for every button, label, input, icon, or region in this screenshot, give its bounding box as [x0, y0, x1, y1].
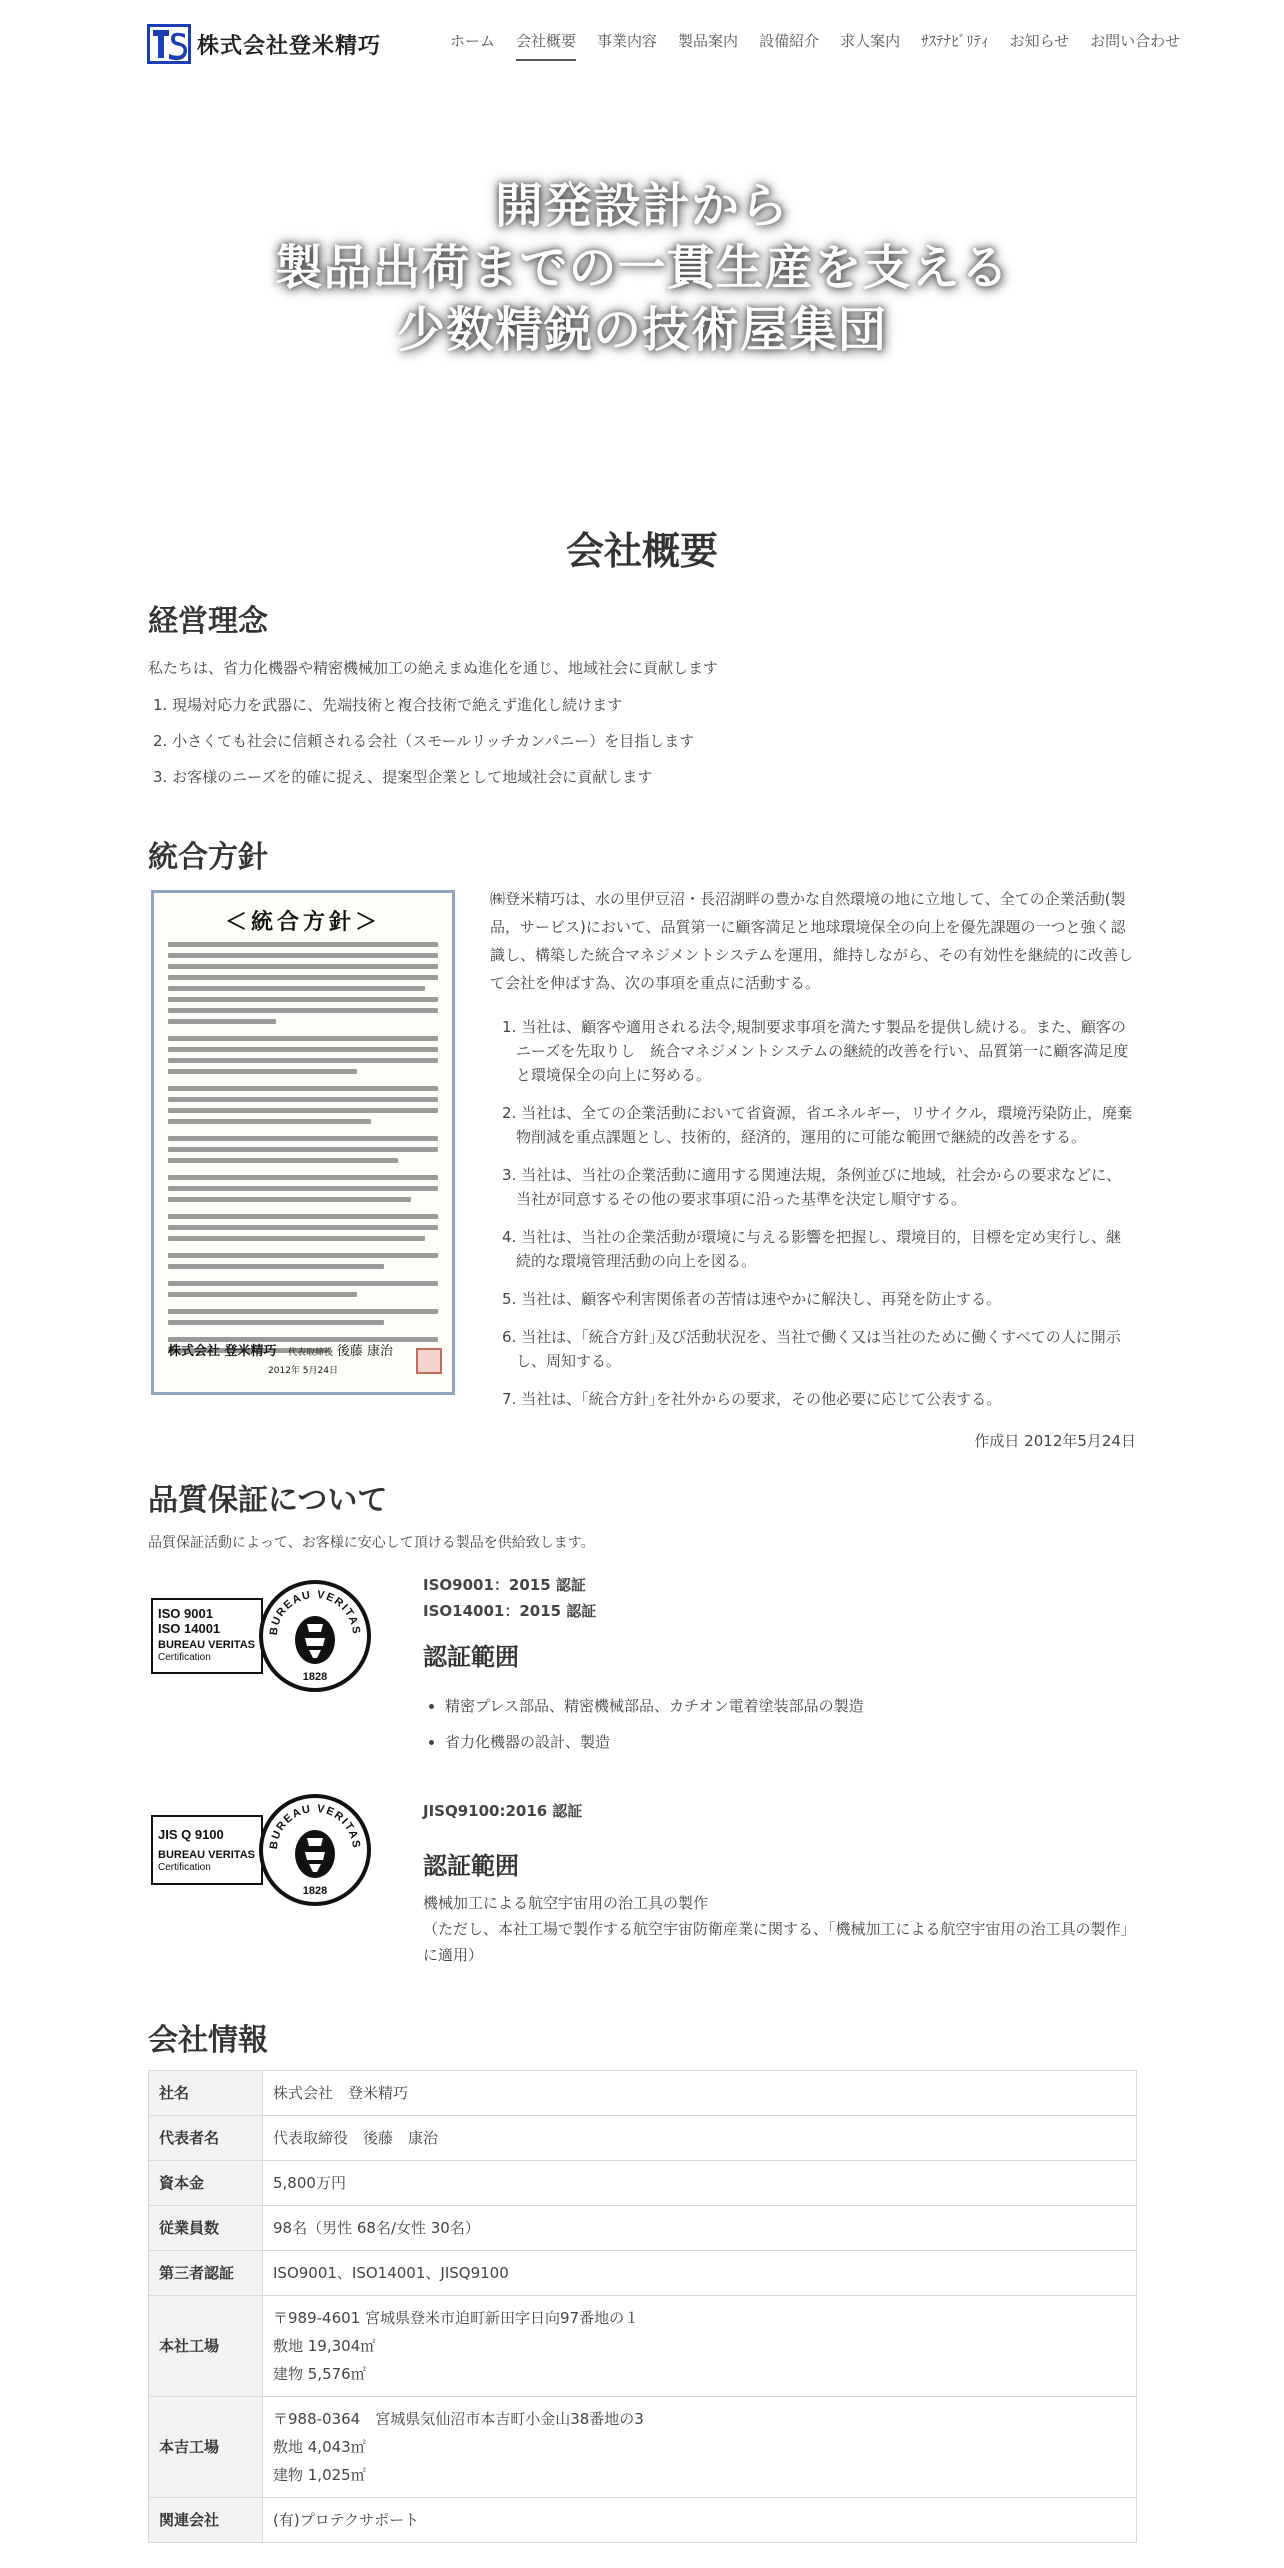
document-text-line — [168, 997, 438, 1002]
nav-item[interactable]: 会社概要 — [516, 30, 576, 61]
hero-headline-line: 少数精鋭の技術屋集団 — [396, 302, 887, 358]
document-text-line — [168, 1147, 438, 1152]
table-row-label: 社名 — [149, 2071, 263, 2116]
company-name: 株式会社登米精巧 — [197, 33, 382, 59]
list-item: 精密プレス部品、精密機械部品、カチオン電着塗装部品の製造 — [423, 1688, 864, 1724]
nav-item[interactable]: ホーム — [450, 32, 496, 50]
iso-certification-logo — [151, 1580, 371, 1692]
policy-document-text — [168, 942, 438, 1353]
document-text-line — [168, 1325, 438, 1331]
philosophy-list — [148, 687, 694, 795]
document-text-line — [168, 1036, 438, 1041]
document-text-line — [168, 953, 438, 958]
list-item: 6. 当社は、｢統合方針｣及び活動状況を、当社で働く又は当社のために働くすべての人に開示し、周知する。 — [502, 1328, 1121, 1370]
table-row — [149, 2251, 1137, 2296]
list-item: 1. 当社は、顧客や適用される法令,規制要求事項を満たす製品を提供し続ける。また、顧客のニーズを先取りし 統合マネジメントシステムの継続的改善を行い、品質第一に顧客満足度と環境保全の向上に努める。 — [502, 1018, 1129, 1084]
cert1-logo-line: ISO 14001 — [158, 1621, 221, 1636]
bv-seal-top-text: BUREAU VERITAS — [267, 1588, 363, 1636]
bureau-veritas-seal-icon — [259, 1794, 371, 1906]
document-text-line — [168, 1136, 438, 1141]
policy-text-block — [490, 885, 1135, 1425]
table-row — [149, 2071, 1137, 2116]
document-text-line — [168, 1175, 438, 1180]
cert2-scope-heading: 認証範囲 — [423, 1852, 519, 1880]
table-row-label: 従業員数 — [149, 2206, 263, 2251]
document-text-line — [168, 975, 438, 980]
document-text-line — [168, 1269, 438, 1275]
ts-logo-icon — [147, 24, 191, 64]
table-row-label: 第三者認証 — [149, 2251, 263, 2296]
main-nav — [450, 30, 1201, 61]
iso-cert-box — [151, 1598, 263, 1674]
cert1-standards — [423, 1572, 596, 1624]
document-text-line — [168, 1186, 438, 1191]
cert1-scope-heading: 認証範囲 — [423, 1643, 519, 1671]
document-text-line — [168, 1074, 438, 1080]
quality-heading: 品質保証について — [148, 1483, 388, 1518]
document-text-line — [168, 1086, 438, 1091]
document-text-line — [168, 1047, 438, 1052]
bv-seal-year: 1828 — [302, 1671, 328, 1683]
document-text-line — [168, 1097, 438, 1102]
table-row-label: 本社工場 — [149, 2296, 263, 2397]
nav-item[interactable]: お知らせ — [1009, 32, 1070, 50]
table-cell-line: ISO9001、ISO14001、JISQ9100 — [273, 2264, 509, 2282]
list-item: 3. お客様のニーズを的確に捉え、提案型企業として地域社会に貢献します — [153, 768, 653, 786]
document-text-line — [168, 1008, 438, 1013]
cert1-logo-line: BUREAU VERITAS — [158, 1639, 255, 1651]
cert2-logo-line: BUREAU VERITAS — [158, 1849, 255, 1861]
policy-document-signature — [168, 1340, 438, 1376]
cert1-standard: ISO14001：2015 認証 — [423, 1602, 597, 1620]
bureau-veritas-seal-icon — [259, 1580, 371, 1692]
list-item: 省力化機器の設計、製造 — [423, 1724, 864, 1760]
philosophy-heading: 経営理念 — [148, 604, 268, 639]
table-row-value — [263, 2397, 1137, 2498]
document-text-line — [168, 1297, 438, 1303]
table-cell-line: (有)プロテクサポート — [273, 2511, 420, 2529]
policy-document-company: 株式会社 登米精巧 — [168, 1344, 277, 1359]
policy-document-date: 2012年 5月24日 — [268, 1366, 338, 1376]
bureau-veritas-seal-graphic — [263, 1584, 367, 1688]
cert1-logo-line: Certification — [158, 1652, 211, 1663]
cert2-scope-line: 機械加工による航空宇宙用の治工具の製作 — [423, 1894, 709, 1912]
table-cell-line: 敷地 4,043㎡ — [273, 2438, 366, 2456]
table-cell-line: 〒989-4601 宮城県登米市迫町新田字日向97番地の１ — [273, 2309, 640, 2327]
jisq-cert-box — [151, 1815, 263, 1885]
seal-stamp-icon — [416, 1348, 442, 1374]
document-text-line — [168, 942, 438, 947]
document-text-line — [168, 1024, 438, 1030]
document-text-line — [168, 964, 438, 969]
page-title: 会社概要 — [565, 529, 718, 573]
table-row-value — [263, 2071, 1137, 2116]
document-text-line — [168, 1214, 438, 1219]
table-row-label: 関連会社 — [149, 2498, 263, 2543]
document-text-line — [168, 1202, 438, 1208]
document-text-line — [168, 1108, 438, 1113]
table-cell-line: 5,800万円 — [273, 2174, 346, 2192]
site-logo[interactable] — [147, 24, 381, 64]
document-text-line — [168, 1124, 438, 1130]
list-item: 3. 当社は、当社の企業活動に適用する関連法規，条例並びに地域，社会からの要求などに、当社が同意するその他の要求事項に沿った基準を決定し順守する。 — [502, 1166, 1122, 1208]
table-row — [149, 2397, 1137, 2498]
table-row — [149, 2498, 1137, 2543]
table-row — [149, 2116, 1137, 2161]
list-item: 1. 現場対応力を武器に、先端技術と複合技術で絶えず進化し続けます — [153, 696, 623, 714]
document-text-line — [168, 1281, 438, 1286]
document-text-line — [168, 1163, 438, 1169]
table-cell-line: 敷地 19,304㎡ — [273, 2337, 376, 2355]
table-cell-line: 建物 5,576㎡ — [273, 2365, 366, 2383]
table-row-value — [263, 2116, 1137, 2161]
policy-document-signer: 後藤 康治 — [336, 1344, 393, 1359]
document-text-line — [168, 1225, 438, 1230]
cert1-logo-line: ISO 9001 — [158, 1606, 213, 1621]
table-row — [149, 2296, 1137, 2397]
list-item: 4. 当社は、当社の企業活動が環境に与える影響を把握し、環境目的，目標を定め実行し、継続的な環境管理活動の向上を図る。 — [502, 1228, 1122, 1270]
nav-item[interactable]: 製品案内 — [678, 32, 739, 50]
list-item: 2. 小さくても社会に信頼される会社（スモールリッチカンパニー）を目指します — [153, 732, 695, 750]
document-text-line — [168, 986, 425, 991]
nav-item[interactable]: 求人案内 — [840, 32, 901, 50]
nav-item[interactable]: 設備紹介 — [759, 32, 820, 50]
table-cell-line: 〒988-0364 宮城県気仙沼市本吉町小金山38番地の3 — [273, 2410, 644, 2428]
document-text-line — [168, 1309, 438, 1314]
cert2-standard: JISQ9100:2016 認証 — [423, 1802, 583, 1820]
bv-seal-year: 1828 — [302, 1885, 328, 1897]
policy-created-date: 作成日 2012年5月24日 — [974, 1432, 1136, 1450]
nav-item[interactable]: ｻｽﾃﾅﾋﾞﾘﾃｨ — [921, 32, 989, 50]
table-row-label: 資本金 — [149, 2161, 263, 2206]
cert1-standard: ISO9001：2015 認証 — [423, 1576, 586, 1594]
bureau-veritas-seal-graphic — [263, 1798, 367, 1902]
quality-intro: 品質保証活動によって、お客様に安心して頂ける製品を供給致します。 — [148, 1535, 595, 1551]
cert2-logo-line: JIS Q 9100 — [158, 1827, 224, 1842]
list-item: 7. 当社は、｢統合方針｣を社外からの要求，その他必要に応じて公表する。 — [502, 1390, 1002, 1408]
table-row-value — [263, 2161, 1137, 2206]
list-item: 5. 当社は、顧客や利害関係者の苦情は速やかに解決し、再発を防止する。 — [502, 1290, 1002, 1308]
table-cell-line: 代表取締役 後藤 康治 — [273, 2129, 439, 2147]
policy-list — [490, 1015, 1135, 1411]
hero-banner — [0, 175, 1284, 361]
hero-headline-line: 製品出荷までの一貫生産を支える — [274, 240, 1010, 296]
policy-document-title: ＜統合方針＞ — [224, 910, 381, 935]
table-row — [149, 2206, 1137, 2251]
company-info-heading: 会社情報 — [148, 2023, 268, 2058]
cert2-logo-line: Certification — [158, 1862, 211, 1873]
nav-item[interactable]: 事業内容 — [597, 32, 658, 50]
policy-intro: ㈱登米精巧は、水の里伊豆沼・長沼湖畔の豊かな自然環境の地に立地して、全ての企業活動(製品，サービス)において、品質第一に顧客満足と地球環境保全の向上を優先課題の一つと強く認識し、構築した統合マネジメントシステムを運用，維持しながら、その有効性を継続的に改善して会社を伸ばす為、次の事項を重点に活動する。 — [490, 890, 1134, 992]
cert2-scope-line: （ただし、本社工場で製作する航空宇宙防衛産業に関する、「機械加工による航空宇宙用の治工具の製作」に適用） — [423, 1920, 1129, 1964]
table-row-label: 代表者名 — [149, 2116, 263, 2161]
list-item: 2. 当社は、全ての企業活動において省資源，省エネルギー，リサイクル，環境汚染防止，廃棄物削減を重点課題とし、技術的，経済的，運用的に可能な範囲で継続的改善をする。 — [502, 1104, 1133, 1146]
nav-item[interactable]: お問い合わせ — [1090, 32, 1181, 50]
table-cell-line: 98名（男性 68名/女性 30名） — [273, 2219, 480, 2237]
site-header — [0, 0, 1284, 84]
cert2-scope-text — [423, 1890, 1135, 1968]
policy-heading: 統合方針 — [148, 840, 268, 875]
document-text-line — [168, 1058, 438, 1063]
table-row-value — [263, 2251, 1137, 2296]
bv-seal-top-text: BUREAU VERITAS — [267, 1802, 363, 1850]
table-cell-line: 株式会社 登米精巧 — [273, 2084, 409, 2102]
philosophy-intro: 私たちは、省力化機器や精密機械加工の絶えまぬ進化を通じ、地域社会に貢献します — [148, 659, 719, 677]
document-text-line — [168, 1241, 438, 1247]
table-row-value — [263, 2206, 1137, 2251]
document-text-line — [168, 1253, 438, 1258]
table-row-label: 本吉工場 — [149, 2397, 263, 2498]
table-row-value — [263, 2498, 1137, 2543]
table-cell-line: 建物 1,025㎡ — [273, 2466, 366, 2484]
table-row-value — [263, 2296, 1137, 2397]
company-info-table — [148, 2070, 1137, 2543]
hero-headline-line: 開発設計から — [494, 178, 789, 234]
table-row — [149, 2161, 1137, 2206]
policy-document-image — [151, 890, 455, 1395]
cert1-scope-list — [423, 1688, 864, 1760]
jisq-certification-logo — [151, 1794, 371, 1906]
policy-document-role: 代表取締役 — [287, 1348, 333, 1358]
